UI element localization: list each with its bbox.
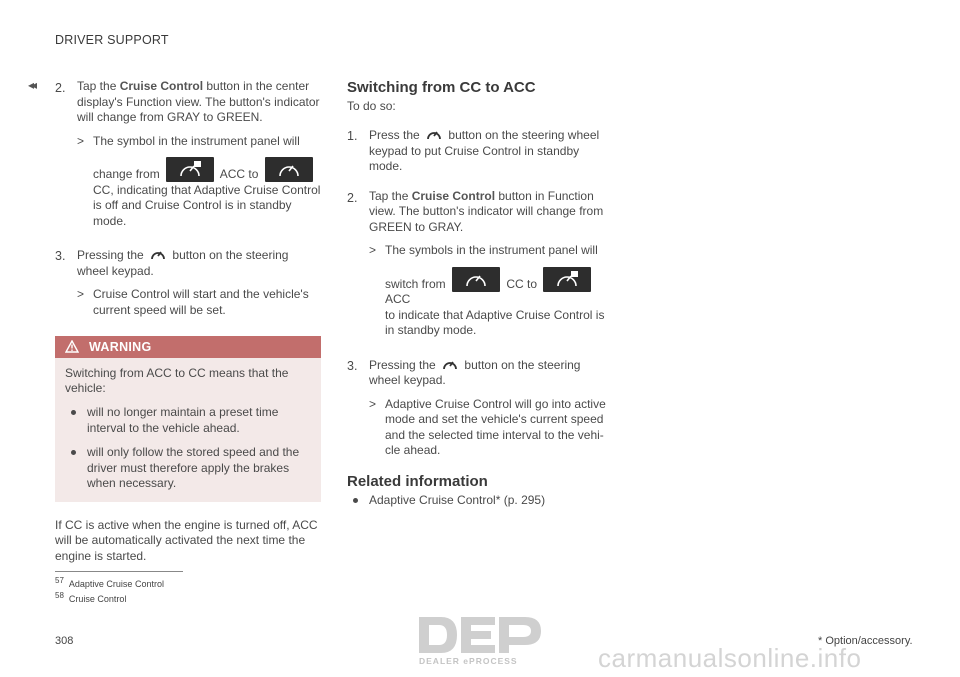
warning-bullet: will only follow the stored speed and the driver must therefore apply the brakes when necessary. bbox=[65, 445, 311, 492]
step-2-result: > The symbols in the instrument panel will switch from CC to ACC to indicate that Adaptive Cruise Control is in standby mode. bbox=[369, 243, 605, 337]
footnote-item: $^{57}$ Adaptive Cruise Control bbox=[55, 576, 164, 589]
warning-box bbox=[55, 336, 321, 502]
warning-header: WARNING bbox=[55, 336, 321, 358]
warning-bullet: will no longer maintain a preset time interval to the vehicle ahead. bbox=[65, 405, 311, 436]
cc-symbol-icon bbox=[452, 267, 500, 292]
intro-text: To do so: bbox=[347, 99, 396, 113]
watermark: carmanualsonline.info bbox=[598, 643, 862, 673]
cruise-button-icon bbox=[149, 247, 167, 261]
related-heading: Related information bbox=[347, 472, 488, 490]
step-1-right: 1. Press the button on the steering wheel keypad to put Cruise Control in standby mode. bbox=[347, 128, 600, 173]
step-2-left: 2. Tap the Cruise Control button in the center display's Function view. The button's indicator will change from GRAY to GREEN. > The symbol in the instrument panel will change from ACC to CC, indicating that Adaptive Cruise Control is off and Cruise Control is in standby mode. bbox=[55, 79, 323, 229]
warning-triangle-icon bbox=[65, 340, 79, 353]
cruise-button-icon bbox=[441, 357, 459, 371]
step-3-result: > Adaptive Cruise Control will go into active mode and set the vehicle's current speed and the selected time interval to the vehicle ahead. bbox=[369, 396, 606, 457]
cruise-control-keyword: Cruise Control bbox=[411, 188, 496, 203]
step-number: 2. bbox=[55, 81, 66, 95]
page-number: 308 bbox=[55, 635, 74, 647]
cc-symbol-icon bbox=[265, 157, 313, 182]
footnote-item: $^{58}$ Cruise Control bbox=[55, 591, 127, 604]
back-arrow-icon[interactable]: ◂◂ bbox=[28, 78, 35, 92]
cruise-control-keyword: Cruise Control bbox=[119, 79, 204, 93]
step-3-right: 3. Pressing the button on the steering wheel keypad. > Adaptive Cruise Control will go into active mode and set the vehicle's current speed and the selected time interval to the vehicle ahead. bbox=[347, 357, 615, 459]
right-column bbox=[347, 79, 615, 508]
related-link[interactable]: Adaptive Cruise Control* (p. 295) bbox=[347, 493, 615, 509]
acc-symbol-icon bbox=[166, 157, 214, 182]
footnotes bbox=[55, 575, 164, 605]
closing-paragraph: If CC is active when the engine is turned off, ACC will be automatically activated the next time the engine is started. bbox=[55, 517, 318, 563]
footnote-divider bbox=[55, 571, 183, 572]
warning-body: Switching from ACC to CC means that the vehicle: will no longer maintain a preset time interval to the vehicle ahead. will only follow the stored speed and the driver must therefore apply the brakes when necessary. bbox=[55, 358, 321, 502]
dealer-eprocess-logo bbox=[415, 615, 545, 667]
left-column bbox=[55, 79, 323, 564]
logo-subtitle: DEALER ePROCESS bbox=[419, 656, 518, 666]
cruise-button-icon bbox=[425, 127, 443, 141]
acc-symbol-icon bbox=[543, 267, 591, 292]
step-2-result: > The symbol in the instrument panel will change from ACC to CC, indicating that Adaptive Cruise Control is off and Cruise Control is in standby mode. bbox=[77, 133, 321, 228]
step-3-left: 3. Pressing the button on the steering wheel keypad. > Cruise Control will start and the vehicle's current speed will be set. bbox=[55, 247, 323, 318]
section-label: DRIVER SUPPORT bbox=[55, 33, 169, 47]
step-2-right: 2. Tap the Cruise Control button in Function view. The button's indicator will change from GREEN to GRAY. > The symbols in the instrument panel will switch from CC to ACC to indicate that Adaptive Cruise Control is in standby mode. bbox=[347, 189, 615, 339]
section-heading: Switching from CC to ACC bbox=[347, 79, 536, 96]
step-3-result: > Cruise Control will start and the vehicle's current speed will be set. bbox=[77, 287, 309, 317]
option-note: * Option/accessory. bbox=[818, 635, 913, 647]
